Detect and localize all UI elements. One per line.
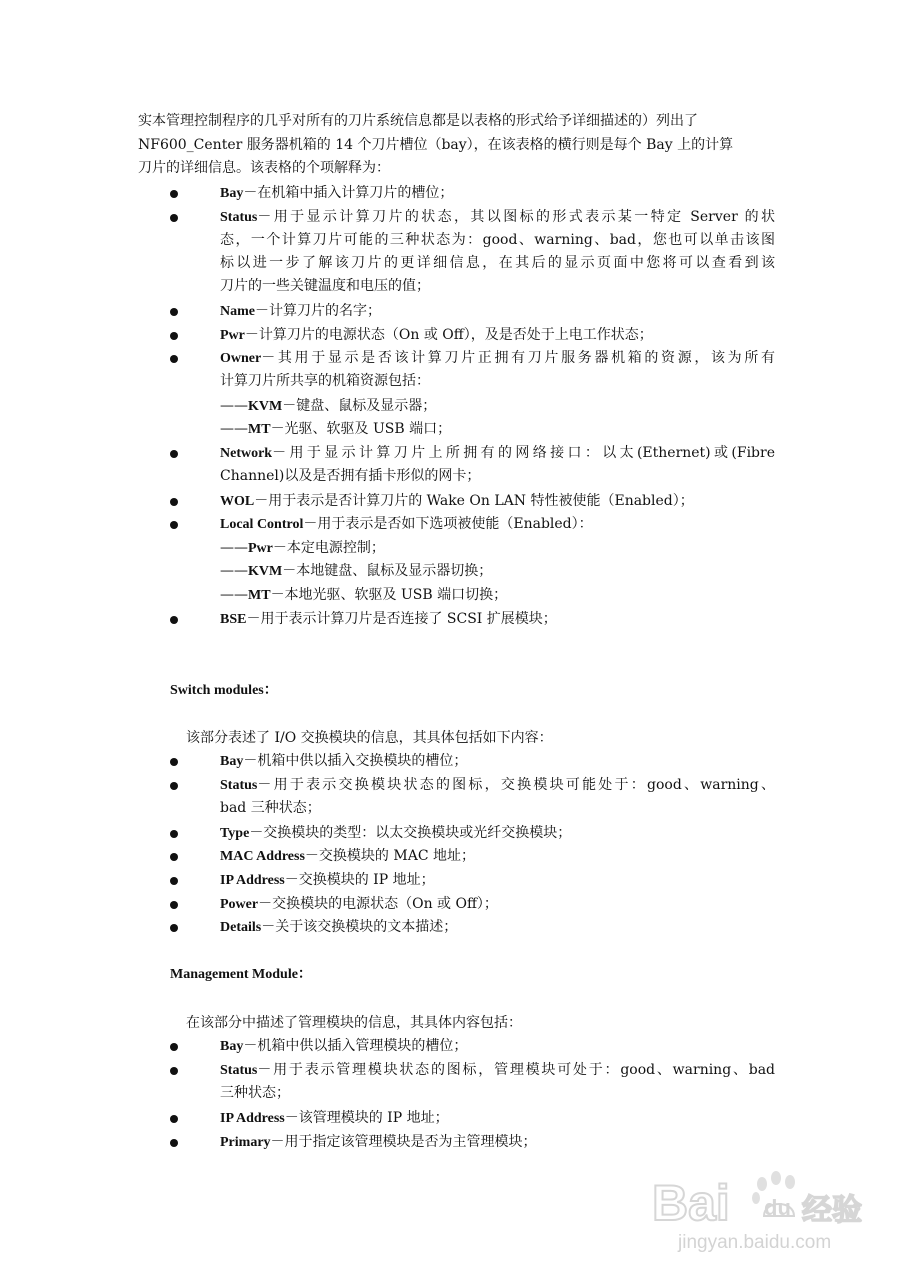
bullet-icon bbox=[170, 1067, 178, 1075]
item-desc: －用于指定该管理模块是否为主管理模块； bbox=[270, 1134, 537, 1150]
bullet-icon bbox=[170, 355, 178, 363]
item-desc: －用于表示管理模块状态的图标，管理模块可处于：good、warning、bad bbox=[257, 1062, 775, 1078]
item-term: Bay bbox=[220, 186, 244, 201]
svg-text:jingyan.baidu.com: jingyan.baidu.com bbox=[678, 1232, 832, 1253]
item-desc: －该管理模块的 IP 地址； bbox=[284, 1110, 449, 1126]
bullet-icon bbox=[170, 214, 178, 222]
item-term: Status bbox=[220, 778, 258, 793]
svg-text:Bai: Bai bbox=[652, 1175, 730, 1231]
item-term: Power bbox=[220, 897, 259, 912]
item-term: Type bbox=[220, 826, 250, 841]
item-desc: 标以进一步了解该刀片的更详细信息，在其后的显示页面中您将可以查看到该 bbox=[220, 255, 775, 271]
item-desc: －机箱中供以插入管理模块的槽位； bbox=[243, 1038, 468, 1054]
item-term: Status bbox=[220, 210, 258, 225]
item-desc: －交换模块的 IP 地址； bbox=[284, 872, 435, 888]
item-term: MAC Address bbox=[220, 849, 305, 864]
item-term: Pwr bbox=[220, 328, 245, 343]
item-term: Bay bbox=[220, 754, 244, 769]
item-term: Pwr bbox=[248, 541, 273, 556]
item-desc: 态，一个计算刀片可能的三种状态为：good、warning、bad，您也可以单击该图 bbox=[220, 232, 775, 248]
bullet-icon bbox=[170, 830, 178, 838]
item-desc: －用于显示计算刀片上所拥有的网络接口：以太(Ethernet)或(Fibre bbox=[272, 445, 775, 461]
bullet-icon bbox=[170, 1115, 178, 1123]
item-desc: bad 三种状态； bbox=[220, 800, 321, 816]
item-term: Status bbox=[220, 1063, 258, 1078]
item-desc: －光驱、软驱及 USB 端口； bbox=[270, 421, 452, 437]
item-term: IP Address bbox=[220, 1111, 285, 1126]
bullet-icon bbox=[170, 190, 178, 198]
item-term: Primary bbox=[220, 1135, 271, 1150]
bullet-icon bbox=[170, 616, 178, 624]
svg-text:du: du bbox=[764, 1195, 791, 1220]
item-term: Owner bbox=[220, 351, 262, 366]
item-term: MT bbox=[248, 422, 271, 437]
intro-line-1: 实本管理控制程序的几乎对所有的刀片系统信息都是以表格的形式给予详细描述的）列出了 bbox=[138, 113, 698, 129]
section-intro-management: 在该部分中描述了管理模块的信息，其具体内容包括： bbox=[186, 1015, 522, 1031]
baidu-jingyan-watermark-logo bbox=[644, 1160, 864, 1260]
sub-item-mt-local bbox=[220, 584, 507, 607]
item-term: WOL bbox=[220, 494, 255, 509]
item-desc: －计算刀片的名字； bbox=[255, 303, 381, 319]
item-desc: －用于表示交换模块状态的图标，交换模块可能处于：good、warning、 bbox=[257, 777, 775, 793]
item-desc: －机箱中供以插入交换模块的槽位； bbox=[243, 753, 468, 769]
item-desc: －用于显示计算刀片的状态，其以图标的形式表示某一特定 Server 的状 bbox=[257, 209, 775, 225]
section-title-management: Management Module： bbox=[170, 967, 312, 982]
item-desc: －计算刀片的电源状态（On 或 Off），及是否处于上电工作状态； bbox=[244, 327, 653, 343]
item-term: Local Control bbox=[220, 517, 304, 532]
bullet-icon bbox=[170, 450, 178, 458]
item-desc: －本定电源控制； bbox=[272, 540, 385, 556]
item-term: Details bbox=[220, 920, 262, 935]
sub-prefix: —— bbox=[220, 587, 248, 603]
bullet-icon bbox=[170, 332, 178, 340]
bullet-icon bbox=[170, 308, 178, 316]
item-desc: 刀片的一些关键温度和电压的值； bbox=[220, 278, 430, 294]
sub-prefix: —— bbox=[220, 563, 248, 579]
intro-line-2: NF600_Center 服务器机箱的 14 个刀片槽位（bay），在该表格的横行则是每个 Bay 上的计算 bbox=[138, 137, 734, 153]
item-desc: －交换模块的电源状态（On 或 Off）； bbox=[258, 896, 498, 912]
svg-text:经验: 经验 bbox=[802, 1193, 862, 1228]
bullet-icon bbox=[170, 877, 178, 885]
item-desc: 三种状态； bbox=[220, 1085, 290, 1101]
sub-item-mt bbox=[220, 418, 451, 441]
sub-prefix: —— bbox=[220, 398, 248, 414]
bullet-icon bbox=[170, 521, 178, 529]
item-desc: －其用于显示是否该计算刀片正拥有刀片服务器机箱的资源，该为所有 bbox=[261, 350, 775, 366]
bullet-icon bbox=[170, 1139, 178, 1147]
item-desc: －关于该交换模块的文本描述； bbox=[261, 919, 458, 935]
bullet-icon bbox=[170, 498, 178, 506]
item-term: Bay bbox=[220, 1039, 244, 1054]
intro-line-3: 刀片的详细信息。该表格的个项解释为： bbox=[138, 160, 390, 176]
item-desc: －交换模块的 MAC 地址； bbox=[304, 848, 475, 864]
bullet-icon bbox=[170, 758, 178, 766]
bullet-icon bbox=[170, 1043, 178, 1051]
sub-item-kvm bbox=[220, 395, 436, 418]
item-desc: －本地键盘、鼠标及显示器切换； bbox=[282, 563, 493, 579]
item-term: MT bbox=[248, 588, 271, 603]
section-title-switch: Switch modules： bbox=[170, 683, 278, 698]
item-term: BSE bbox=[220, 612, 247, 627]
item-term: KVM bbox=[248, 399, 283, 414]
item-desc: －在机箱中插入计算刀片的槽位； bbox=[243, 185, 454, 201]
bullet-icon bbox=[170, 901, 178, 909]
sub-prefix: —— bbox=[220, 421, 248, 437]
item-desc: －用于表示计算刀片是否连接了 SCSI 扩展模块； bbox=[246, 611, 557, 627]
item-term: IP Address bbox=[220, 873, 285, 888]
item-desc: －用于表示是否计算刀片的 Wake On LAN 特性被使能（Enabled）； bbox=[254, 493, 694, 509]
item-desc: 计算刀片所共享的机箱资源包括： bbox=[220, 373, 430, 389]
sub-item-pwr bbox=[220, 537, 385, 560]
item-desc: －本地光驱、软驱及 USB 端口切换； bbox=[270, 587, 508, 603]
item-desc: －交换模块的类型：以太交换模块或光纤交换模块； bbox=[249, 825, 572, 841]
bullet-icon bbox=[170, 853, 178, 861]
bullet-icon bbox=[170, 782, 178, 790]
section-intro-switch: 该部分表述了 I/O 交换模块的信息，其具体包括如下内容： bbox=[186, 730, 553, 746]
item-desc: Channel)以及是否拥有插卡形似的网卡； bbox=[220, 468, 481, 484]
item-desc: －键盘、鼠标及显示器； bbox=[282, 398, 437, 414]
item-term: Name bbox=[220, 304, 255, 319]
sub-prefix: —— bbox=[220, 540, 248, 556]
item-term: KVM bbox=[248, 564, 283, 579]
bullet-icon bbox=[170, 924, 178, 932]
sub-item-kvm-local bbox=[220, 560, 492, 583]
item-desc: －用于表示是否如下选项被使能（Enabled）： bbox=[303, 516, 593, 532]
item-term: Network bbox=[220, 446, 273, 461]
